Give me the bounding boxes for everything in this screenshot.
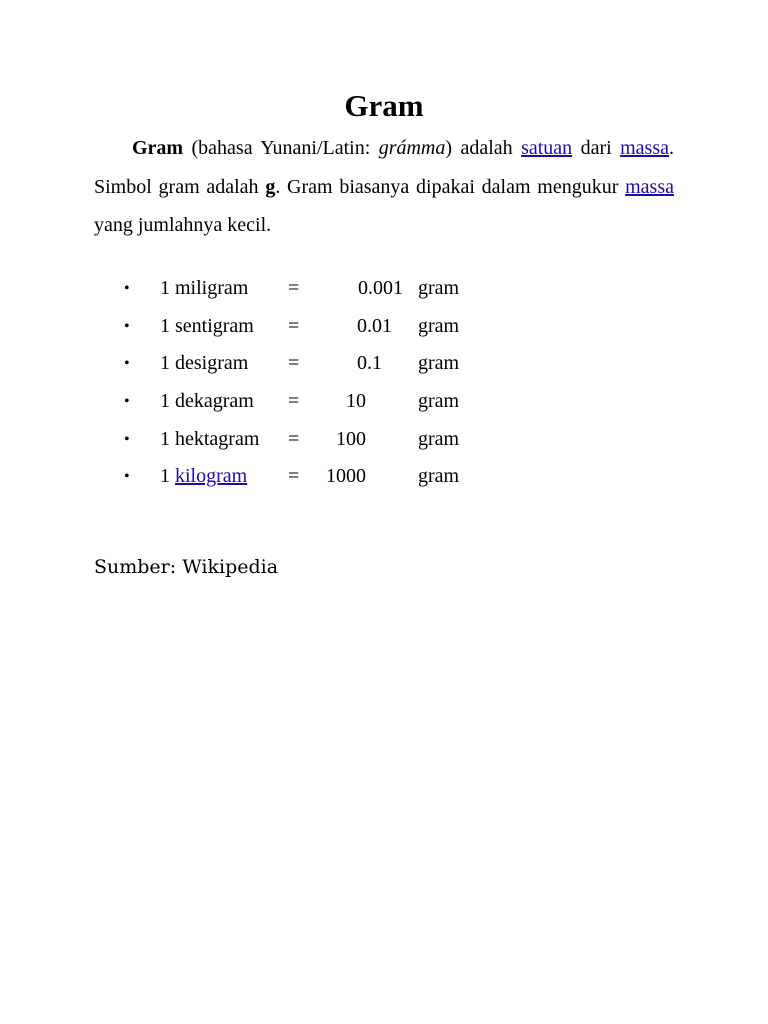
unit-name-dekagram: dekagram <box>175 390 254 413</box>
equals-sign: = <box>288 352 300 375</box>
bullet-icon: • <box>124 317 130 335</box>
list-item <box>0 345 768 383</box>
intro-paragraph <box>94 129 674 245</box>
link-massa-1[interactable]: massa <box>620 137 669 159</box>
equals-sign: = <box>288 390 300 413</box>
term-bold: Gram <box>132 137 184 159</box>
value-dekagram: 10 <box>346 390 366 413</box>
link-massa-2[interactable]: massa <box>625 175 674 198</box>
list-item <box>0 421 768 459</box>
bullet-icon: • <box>124 393 130 411</box>
conversion-list <box>0 270 768 496</box>
source-label: Sumber: <box>94 556 177 578</box>
value-miligram: 0.001 <box>358 277 403 299</box>
value-desigram: 0.1 <box>357 352 382 375</box>
bullet-icon: • <box>124 430 130 448</box>
bullet-icon: • <box>124 468 130 486</box>
source-value: Wikipedia <box>182 556 279 578</box>
unit-gram: gram <box>418 465 460 488</box>
text-rest: . Gram biasanya dipakai dalam mengukur <box>275 175 626 198</box>
unit-name-hektagram: hektagram <box>175 427 260 450</box>
unit-name-miligram: miligram <box>175 277 249 299</box>
value-sentigram: 0.01 <box>357 314 392 337</box>
origin-word: grámma <box>378 137 446 159</box>
list-item <box>0 308 768 346</box>
equals-sign: = <box>288 277 300 299</box>
text-end: yang jumlahnya kecil. <box>94 214 272 236</box>
equals-sign: = <box>288 465 300 488</box>
page-title: Gram <box>344 88 424 123</box>
unit-gram: gram <box>418 352 460 375</box>
unit-prefix: 1 <box>160 352 175 375</box>
unit-name-sentigram: sentigram <box>175 314 254 337</box>
unit-prefix: 1 <box>160 314 175 337</box>
unit-gram: gram <box>418 314 460 337</box>
origin-prefix: (bahasa Yunani/Latin: <box>183 137 379 159</box>
origin-suffix: ) adalah <box>445 137 522 159</box>
unit-name-desigram: desigram <box>175 352 249 375</box>
equals-sign: = <box>288 314 300 337</box>
list-item <box>0 383 768 421</box>
unit-gram: gram <box>418 277 460 299</box>
list-item <box>0 458 768 496</box>
unit-prefix: 1 <box>160 390 175 413</box>
list-item <box>0 270 768 308</box>
unit-prefix: 1 <box>160 277 175 299</box>
unit-prefix: 1 <box>160 465 175 488</box>
value-kilogram: 1000 <box>326 465 366 488</box>
unit-prefix: 1 <box>160 427 175 450</box>
source-line <box>94 553 278 581</box>
link-kilogram[interactable]: kilogram <box>175 465 248 488</box>
symbol-g: g <box>265 175 276 198</box>
bullet-icon: • <box>124 355 130 373</box>
unit-gram: gram <box>418 390 460 413</box>
bullet-icon: • <box>124 280 130 297</box>
unit-gram: gram <box>418 427 460 450</box>
value-hektagram: 100 <box>336 427 366 450</box>
link-satuan[interactable]: satuan <box>521 137 573 159</box>
text-simbol: . Simbol gram adalah <box>94 137 674 198</box>
equals-sign: = <box>288 427 300 450</box>
text-dari: dari <box>572 137 621 159</box>
